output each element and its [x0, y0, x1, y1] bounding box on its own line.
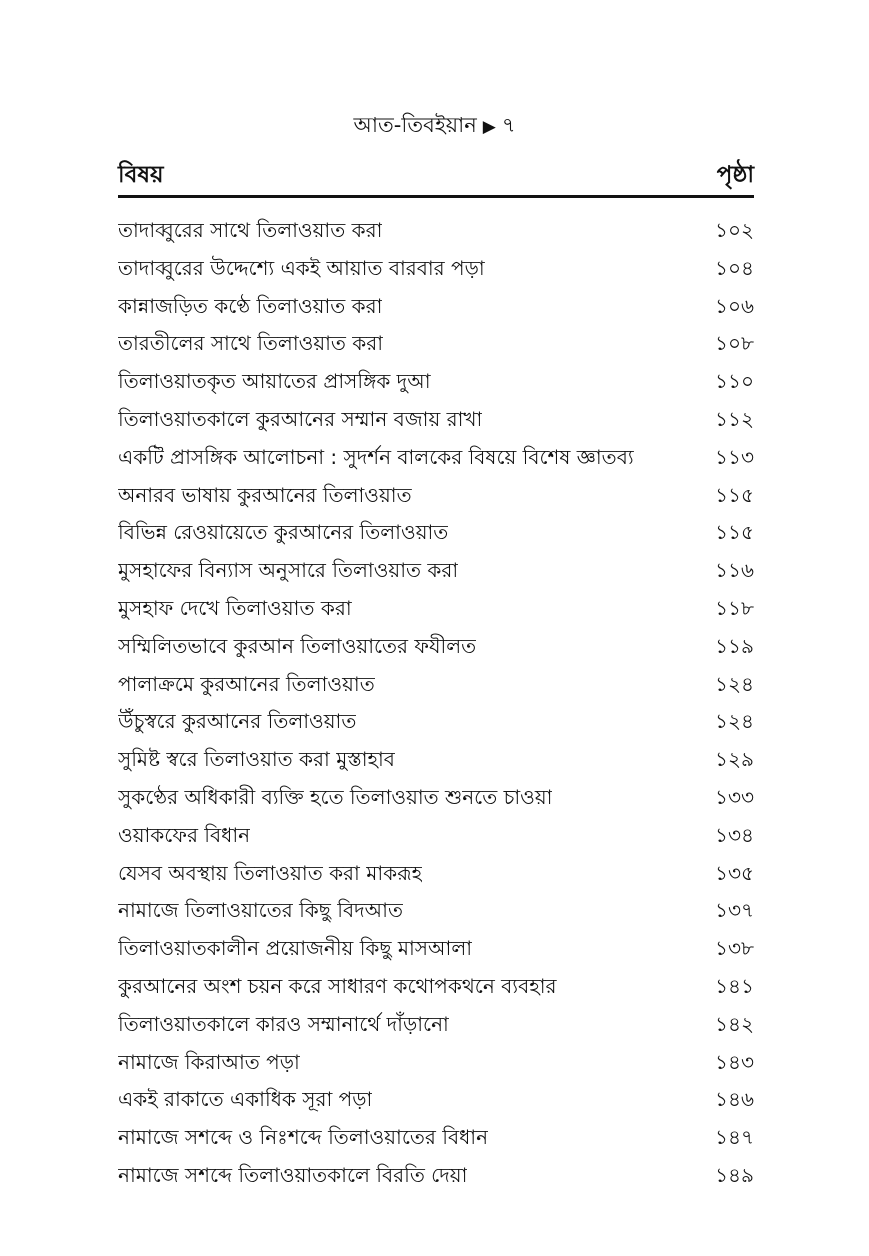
toc-entry-title: বিভিন্ন রেওয়ায়েতে কুরআনের তিলাওয়াত [118, 520, 449, 545]
toc-entry-page: ১২৯ [715, 747, 754, 772]
toc-entry-title: নামাজে সশব্দে ও নিঃশব্দে তিলাওয়াতের বিধান [118, 1125, 489, 1150]
subject-column-label: বিষয় [118, 162, 164, 188]
toc-entry-title: তাদাব্বুরের উদ্দেশ্যে একই আয়াত বারবার পড়া [118, 255, 485, 280]
toc-entry-title: নামাজে সশব্দে তিলাওয়াতকালে বিরতি দেয়া [118, 1162, 468, 1187]
toc-entry-page: ১৪১ [715, 973, 754, 998]
toc-row [118, 552, 754, 590]
triangle-arrow-icon: ▶ [482, 117, 496, 137]
toc-entry-page: ১০৮ [715, 331, 754, 356]
toc-entry-title: নামাজে তিলাওয়াতের কিছু বিদআত [118, 898, 403, 923]
toc-row [118, 855, 754, 893]
toc-entry-page: ১৪৭ [715, 1125, 754, 1150]
toc-entry-page: ১১০ [715, 369, 754, 394]
toc-entry-title: পালাক্রমে কুরআনের তিলাওয়াত [118, 671, 375, 696]
toc-entry-title: মুসহাফের বিন্যাস অনুসারে তিলাওয়াত করা [118, 558, 459, 583]
toc-entry-page: ১১৫ [715, 482, 754, 507]
toc-entry-page: ১৩৮ [715, 936, 754, 961]
toc-entry-page: ১১২ [715, 406, 754, 431]
toc-entry-page: ১৩৩ [715, 784, 754, 809]
toc-row [118, 1006, 754, 1044]
header-divider [118, 195, 754, 198]
toc-entry-page: ১৪৩ [715, 1049, 754, 1074]
toc-entry-title: তিলাওয়াতকালীন প্রয়োজনীয় কিছু মাসআলা [118, 936, 473, 961]
toc-entry-title: কান্নাজড়িত কণ্ঠে তিলাওয়াত করা [118, 293, 383, 318]
toc-entry-title: তাদাব্বুরের সাথে তিলাওয়াত করা [118, 218, 383, 242]
toc-entry-page: ১৪২ [715, 1011, 754, 1036]
book-title: আত-তিবইয়ান [353, 113, 477, 137]
toc-entry-title: তিলাওয়াতকালে কুরআনের সম্মান বজায় রাখা [118, 406, 483, 431]
toc-entry-page: ১০৪ [715, 255, 754, 280]
toc-row [118, 401, 754, 439]
toc-entry-title: মুসহাফ দেখে তিলাওয়াত করা [118, 595, 352, 620]
toc-entry-title: যেসব অবস্থায় তিলাওয়াত করা মাকরূহ [118, 860, 423, 885]
toc-entry-title: তারতীলের সাথে তিলাওয়াত করা [118, 331, 384, 356]
toc-row [118, 779, 754, 817]
toc-entry-title: একই রাকাতে একাধিক সূরা পড়া [118, 1087, 373, 1112]
page-number: ৭ [501, 113, 516, 137]
toc-row [118, 325, 754, 363]
toc-entry-page: ১০৬ [715, 293, 754, 318]
toc-entry-title: অনারব ভাষায় কুরআনের তিলাওয়াত [118, 482, 412, 507]
toc-row [118, 514, 754, 552]
toc-row [118, 1044, 754, 1082]
toc-entry-page: ১১৬ [715, 558, 754, 583]
table-of-contents [118, 212, 754, 1195]
toc-row [118, 741, 754, 779]
toc-row [118, 1081, 754, 1119]
toc-entry-page: ১৪৯ [715, 1162, 754, 1187]
toc-entry-title: ওয়াকফের বিধান [118, 822, 251, 847]
toc-row [118, 1119, 754, 1157]
toc-entry-title: উঁচুস্বরে কুরআনের তিলাওয়াত [118, 709, 357, 734]
toc-entry-title: সুকণ্ঠের অধিকারী ব্যক্তি হতে তিলাওয়াত শুনতে চাওয়া [118, 784, 553, 809]
toc-row [118, 817, 754, 855]
toc-entry-page: ১৩৭ [715, 898, 754, 923]
toc-entry-page: ১১৯ [715, 633, 754, 658]
toc-entry-page: ১১৩ [715, 444, 754, 469]
toc-row [118, 628, 754, 666]
toc-entry-title: সম্মিলিতভাবে কুরআন তিলাওয়াতের ফযীলত [118, 633, 477, 658]
toc-row [118, 930, 754, 968]
toc-entry-title: কুরআনের অংশ চয়ন করে সাধারণ কথোপকথনে ব্যবহার [118, 973, 557, 998]
toc-row [118, 250, 754, 288]
toc-entry-page: ১২৪ [715, 671, 754, 696]
toc-column-header [118, 160, 754, 194]
toc-entry-title: একটি প্রাসঙ্গিক আলোচনা : সুদর্শন বালকের বিষয়ে বিশেষ জ্ঞাতব্য [118, 444, 634, 469]
toc-entry-title: সুমিষ্ট স্বরে তিলাওয়াত করা মুস্তাহাব [118, 747, 395, 772]
toc-row [118, 212, 754, 250]
toc-row [118, 590, 754, 628]
toc-entry-page: ১১৮ [715, 595, 754, 620]
toc-row [118, 363, 754, 401]
running-head [0, 112, 869, 140]
toc-entry-page: ১২৪ [715, 709, 754, 734]
page-column-label: পৃষ্ঠা [716, 162, 754, 188]
toc-row [118, 1157, 754, 1195]
toc-entry-page: ১০২ [715, 218, 754, 242]
toc-row [118, 666, 754, 704]
toc-entry-page: ১১৫ [715, 520, 754, 545]
toc-row [118, 968, 754, 1006]
toc-row [118, 477, 754, 515]
toc-entry-title: তিলাওয়াতকালে কারও সম্মানার্থে দাঁড়ানো [118, 1011, 449, 1036]
toc-entry-title: তিলাওয়াতকৃত আয়াতের প্রাসঙ্গিক দুআ [118, 369, 431, 394]
toc-row [118, 288, 754, 326]
toc-entry-page: ১৩৫ [715, 860, 754, 885]
toc-row [118, 703, 754, 741]
toc-row [118, 439, 754, 477]
toc-entry-title: নামাজে কিরাআত পড়া [118, 1049, 300, 1074]
toc-row [118, 892, 754, 930]
toc-entry-page: ১৩৪ [715, 822, 754, 847]
toc-entry-page: ১৪৬ [715, 1087, 754, 1112]
